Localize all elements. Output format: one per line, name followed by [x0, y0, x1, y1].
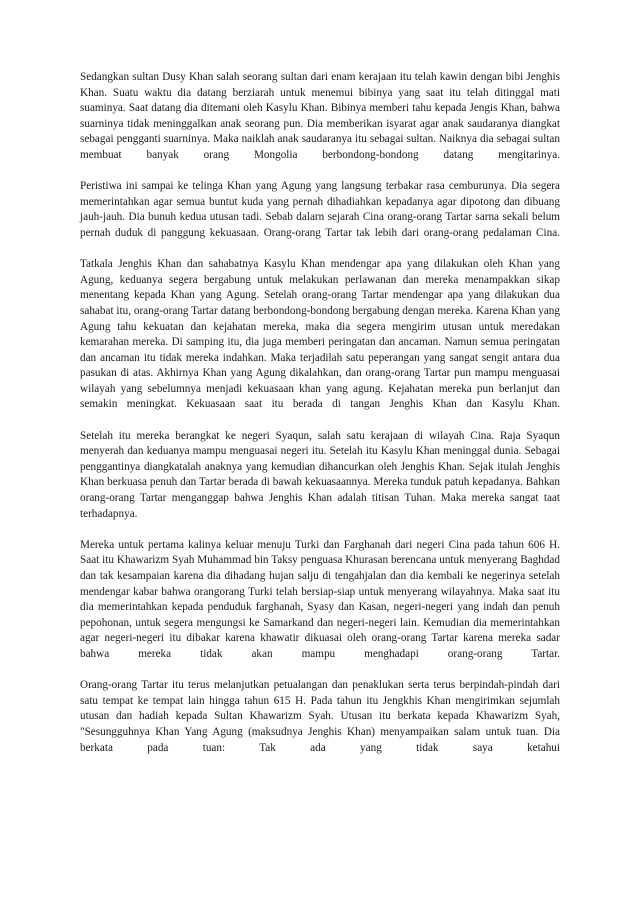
paragraph-4: Setelah itu mereka berangkat ke negeri Syaqun, salah satu kerajaan di wilayah Cina. Raja Syaqun menyerah dan keduanya mampu menguasai negeri itu. Setelah itu Kasylu Khan meninggal dunia. Sebagai penggantinya diangkatalah anaknya yang kemudian dihancurkan oleh Jenghis Khan. Sejak itulah Jenghis Khan berkuasa penuh dan Tartar berada di bawah kekuasaannya. Mereka tunduk patuh kepadanya. Bahkan orang-orang Tartar menganggap bahwa Jenghis Khan adalah titisan Tuhan. Maka mereka sangat taat terhadapnya.: [80, 429, 560, 520]
paragraph-2: Peristiwa ini sampai ke telinga Khan yang Agung yang langsung terbakar rasa cemburunya. Dia segera memerintahkan agar semua buntut kuda yang pernah dihadiahkan kepadanya agar dipotong dan dibuang jauh-jauh. Dia bunuh kedua utusan tadi. Sebab dalarn sejarah Cina orang-orang Tartar sarna sekali belum pernah duduk di panggung kekuasaan. Orang-orang Tartar tak lebih dari orang-orang pedalaman Cina.: [80, 180, 560, 239]
paragraph-6: Orang-orang Tartar itu terus melanjutkan petualangan dan penaklukan serta terus berpindah-pindah dari satu tempat ke tempat lain hingga tahun 615 H. Pada tahun itu Jengkhis Khan mengirimkan sejumlah utusan dan hadiah kepada Sultan Khawarizm Syah. Utusan itu berkata kepada Khawarizm Syah, "Sesungguhnya Khan Yang Agung (maksudnya Jenghis Khan) menyampaikan salam untuk tuan. Dia berkata pada tuan: Tak ada yang tidak saya ketahui: [80, 679, 560, 754]
paragraph-3: Tatkala Jenghis Khan dan sahabatnya Kasylu Khan mendengar apa yang dilakukan oleh Khan yang Agung, keduanya segera bergabung untuk melakukan perlawanan dan mereka menampakkan sikap menentang kepada Khan yang Agung. Setelah orang-orang Tartar mendengar apa yang dilakukan dua sahabat itu, orang-orang Tartar datang berbondong-bondong bergabung dengan mereka. Karena Khan yang Agung tahu kekuatan dan kejahatan mereka, maka dia segera mengirim utusan untuk meredakan kemarahan mereka. Di samping itu, dia juga memberi peringatan dan ancaman. Namun semua peringatan dan ancaman itu tidak mereka indahkan. Maka terjadilah satu peperangan yang sangat sengit antara dua pasukan di atas. Akhirnya Khan yang Agung dikalahkan, dan orang-orang Tartar pun mampu menguasai wilayah yang sebelumnya menjadi kekuasaan khan yang agung. Kejahatan mereka pun berlanjut dan semakin meningkat. Kekuasaan saat itu berada di tangan Jenghis Khan dan Kasylu Khan.: [80, 258, 560, 411]
document-page: [80, 70, 560, 772]
paragraph-1: Sedangkan sultan Dusy Khan salah seorang sultan dari enam kerajaan itu telah kawin dengan bibi Jenghis Khan. Suatu waktu dia datang berziarah untuk menemui bibinya yang saat itu telah ditinggal mati suaminya. Saat datang dia ditemani oleh Kasylu Khan. Bibinya memberi tahu kepada Jengis Khan, bahwa suarninya tidak meninggalkan anak seorang pun. Dia memberikan isyarat agar anak saudaranya diangkat sebagai pengganti suarninya. Maka naiklah anak saudaranya itu sebagai sultan. Naiknya dia sebagai sultan membuat banyak orang Mongolia berbondong-bondong datang mengitarinya.: [80, 71, 560, 161]
paragraph-5: Mereka untuk pertama kalinya keluar menuju Turki dan Farghanah dari negeri Cina pada tahun 606 H. Saat itu Khawarizm Syah Muhammad bin Taksy penguasa Khurasan berencana untuk menyerang Baghdad dan tak kesampaian karena dia dihadang hujan salju di tengahjalan dan dia kembali ke negerinya setelah mendengar kabar bahwa orangorang Turki telah bersiap-siap untuk menyerang wilayahnya. Maka saat itu dia memerintahkan kepada penduduk farghanah, Syasy dan Kasan, negeri-negeri yang indah dan penuh pepohonan, untuk segera mengungsi ke Samarkand dan negeri-negeri lain. Kemudian dia memerintahkan agar negeri-negeri itu dibakar karena khawatir dikuasai oleh orang-orang Tartar karena mereka sadar bahwa mereka tidak akan mampu menghadapi orang-orang Tartar.: [80, 538, 560, 660]
